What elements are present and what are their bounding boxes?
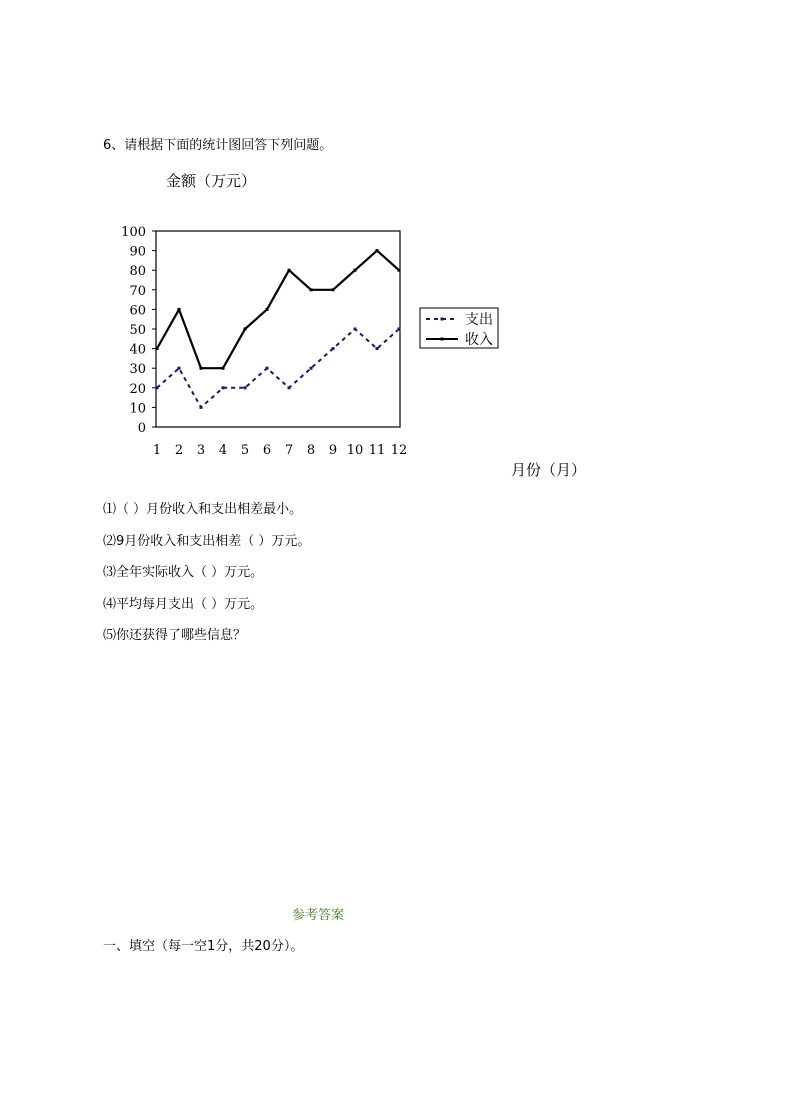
data-point (266, 367, 269, 370)
data-point (376, 347, 379, 350)
data-point (354, 328, 357, 331)
plot-area-frame (156, 231, 400, 427)
legend-marker (441, 338, 444, 341)
question-item-3: ⑶全年实际收入（ ）万元。 (103, 565, 264, 580)
series-line-2 (157, 251, 399, 369)
y-tick-label: 60 (129, 303, 146, 319)
data-point (178, 367, 181, 370)
y-tick-label: 30 (129, 362, 146, 378)
data-point (244, 386, 247, 389)
data-point (332, 347, 335, 350)
data-point (288, 386, 291, 389)
data-point (222, 367, 225, 370)
data-point (200, 406, 203, 409)
data-point (222, 386, 225, 389)
x-tick-label: 7 (284, 443, 294, 458)
x-tick-label: 12 (390, 443, 408, 458)
question-item-4: ⑷平均每月支出（ ）万元。 (103, 597, 264, 612)
chart-axes (152, 231, 400, 427)
x-tick-label: 1 (152, 443, 162, 458)
series-line-1 (157, 329, 399, 407)
y-tick-label: 10 (129, 401, 146, 417)
y-tick-label: 40 (129, 342, 146, 358)
question-item-5: ⑸你还获得了哪些信息？ (103, 628, 247, 643)
question-item-2: ⑵9月份收入和支出相差（ ）万元。 (103, 534, 311, 549)
x-tick-label: 4 (218, 443, 228, 458)
answers-section-title: 一、填空（每一空1分，共20分）。 (103, 939, 304, 954)
data-point (310, 288, 313, 291)
data-point (332, 288, 335, 291)
line-chart (0, 0, 790, 520)
x-tick-label: 6 (262, 443, 272, 458)
y-tick-labels (121, 225, 146, 436)
y-tick-label: 20 (129, 381, 146, 397)
y-tick-label: 50 (129, 323, 146, 338)
x-axis-unit-label: 月份（月） (511, 461, 587, 479)
y-axis-unit-label: 金额（万元） (166, 172, 257, 190)
chart-series (156, 249, 401, 409)
data-point (398, 269, 401, 272)
y-tick-label: 80 (129, 264, 146, 280)
legend-marker (441, 318, 444, 321)
answers-heading: 参考答案 (292, 908, 345, 923)
y-tick-label: 70 (129, 283, 146, 299)
data-point (266, 308, 269, 311)
y-tick-label: 90 (129, 244, 146, 260)
x-tick-label: 5 (240, 443, 250, 458)
data-point (156, 386, 159, 389)
data-point (156, 347, 159, 350)
y-tick-label: 100 (121, 225, 146, 240)
y-tick-label: 0 (137, 421, 146, 436)
legend-label: 收入 (465, 332, 493, 348)
question-title: 6、请根据下面的统计图回答下列问题。 (103, 138, 333, 153)
x-tick-label: 11 (368, 443, 386, 458)
data-point (288, 269, 291, 272)
chart-legend (420, 308, 498, 348)
data-point (244, 328, 247, 331)
x-tick-labels (153, 443, 407, 458)
data-point (178, 308, 181, 311)
data-point (354, 269, 357, 272)
x-tick-label: 3 (196, 443, 206, 458)
data-point (398, 328, 401, 331)
legend-label: 支出 (465, 312, 493, 328)
data-point (310, 367, 313, 370)
data-point (200, 367, 203, 370)
data-point (376, 249, 379, 252)
question-item-1: ⑴（ ）月份收入和支出相差最小。 (103, 502, 303, 517)
x-tick-label: 9 (328, 443, 338, 458)
x-tick-label: 2 (174, 443, 184, 458)
x-tick-label: 8 (306, 443, 316, 458)
x-tick-label: 10 (346, 443, 364, 458)
